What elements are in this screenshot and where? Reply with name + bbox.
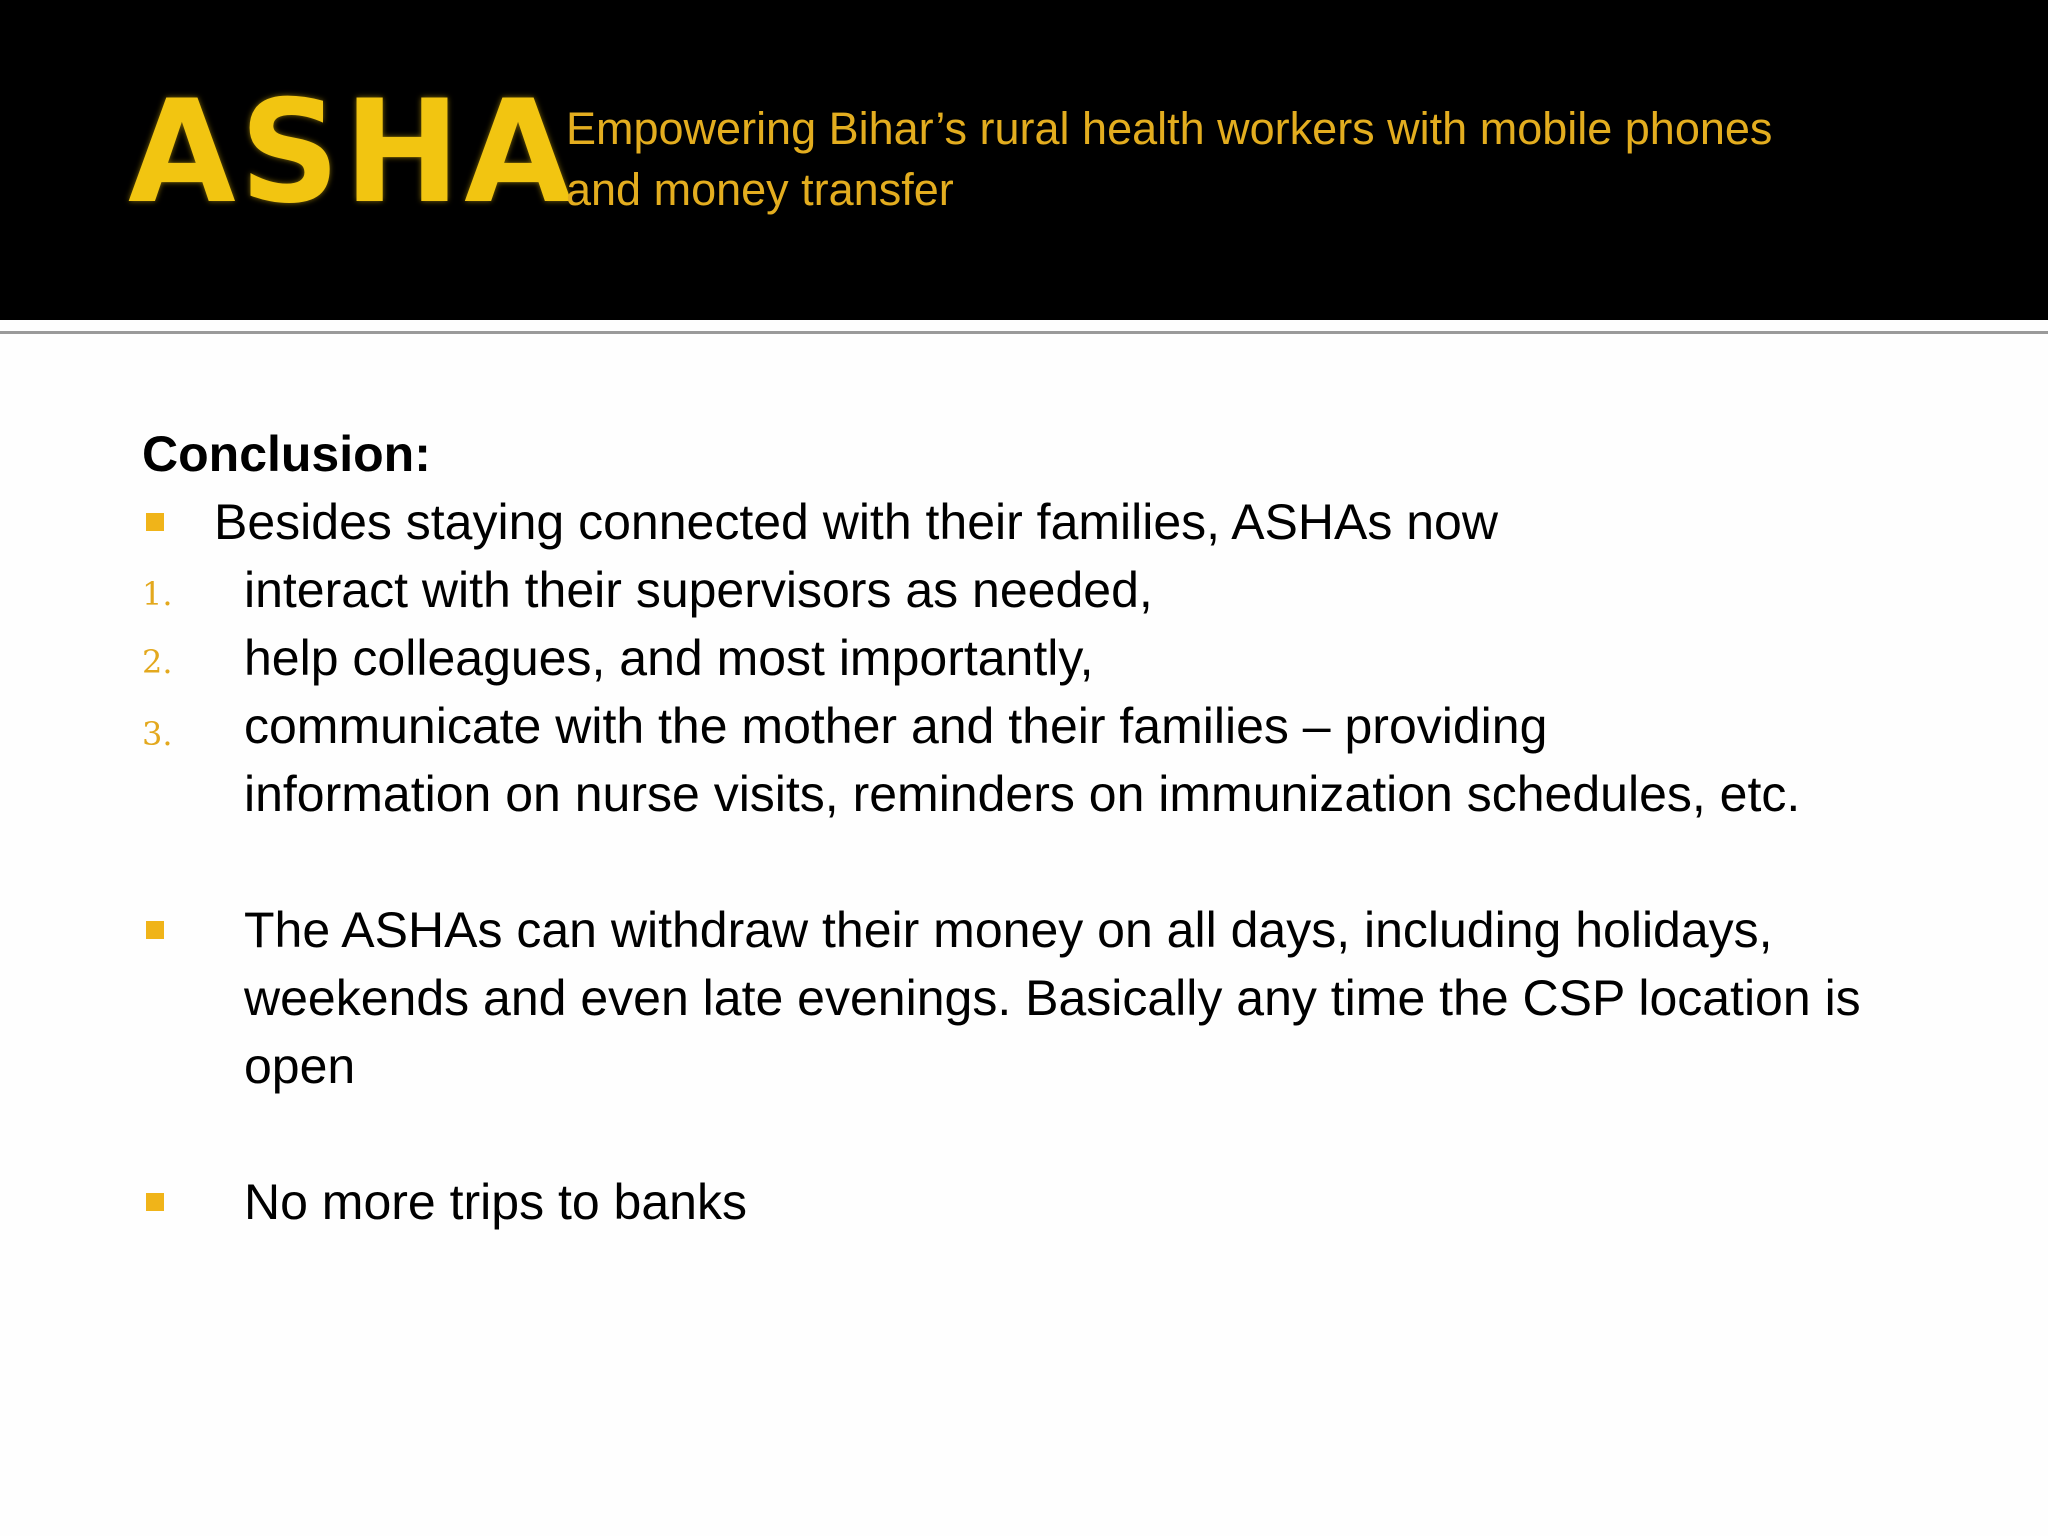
bullet-item-withdraw — [142, 896, 1942, 1100]
numbered-item-text: help colleagues, and most importantly, — [244, 630, 1094, 686]
asha-logo: ASHA — [128, 70, 576, 235]
subtitle-line-1: Empowering Bihar’s rural health workers with mobile phones — [566, 103, 1773, 154]
header-subtitle — [566, 98, 1986, 220]
header-banner — [0, 0, 2048, 320]
numbered-item-3 — [142, 692, 1942, 828]
bullet-text-line-2: weekends and even late evenings. Basically any time the CSP location is — [244, 970, 1861, 1026]
numbered-item-text: interact with their supervisors as needed, — [244, 562, 1153, 618]
slide-body — [142, 420, 1942, 1236]
numbered-item-1 — [142, 556, 1942, 624]
bullet-text-line-1: The ASHAs can withdraw their money on all days, including holidays, — [244, 902, 1773, 958]
bullet-text-line-3: open — [244, 1038, 356, 1094]
numbered-item-text-line-1: communicate with the mother and their families – providing — [244, 698, 1548, 754]
section-heading: Conclusion: — [142, 426, 431, 482]
intro-bullet-text: Besides staying connected with their families, ASHAs now — [214, 494, 1498, 550]
bullet-text-line-1: No more trips to banks — [244, 1174, 747, 1230]
number-marker: 3. — [142, 715, 173, 753]
intro-bullet — [142, 488, 1942, 556]
square-bullet-icon — [146, 1193, 164, 1211]
number-marker: 2. — [142, 643, 173, 681]
square-bullet-icon — [146, 513, 164, 531]
numbered-item-text-line-2: information on nurse visits, reminders on immunization schedules, etc. — [244, 766, 1801, 822]
bullet-item-banks — [142, 1168, 1942, 1236]
number-marker: 1. — [142, 575, 173, 613]
square-bullet-icon — [146, 921, 164, 939]
numbered-item-2 — [142, 624, 1942, 692]
subtitle-line-2: and money transfer — [566, 164, 954, 215]
header-divider — [0, 331, 2048, 334]
